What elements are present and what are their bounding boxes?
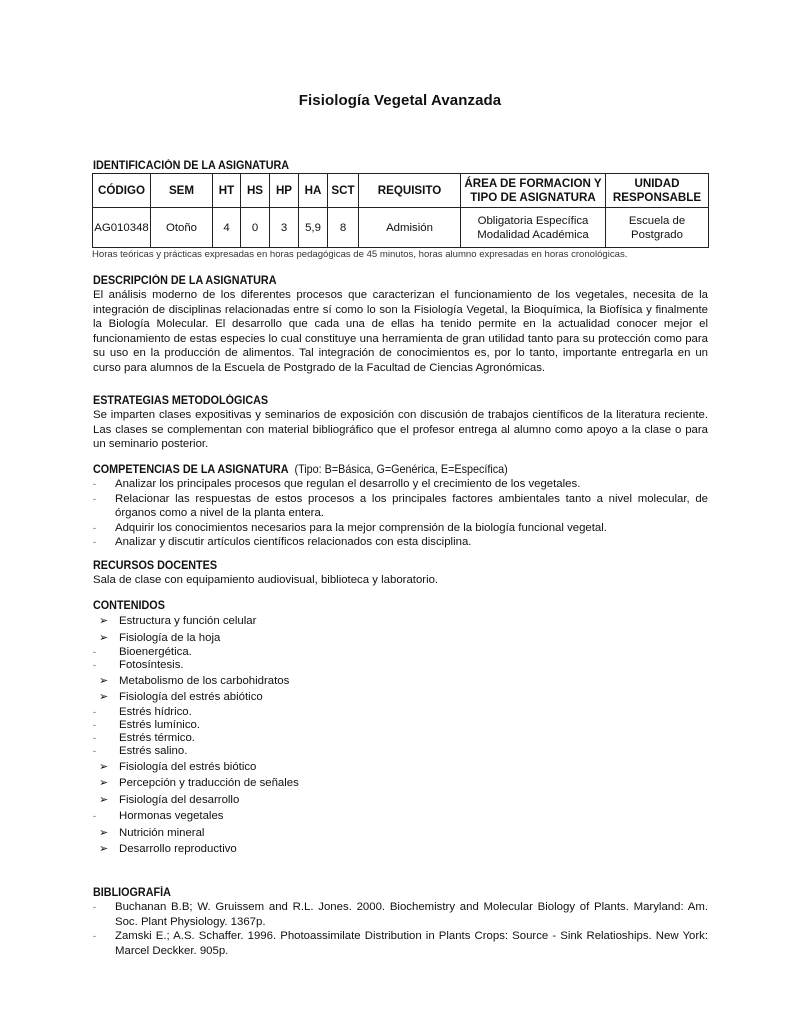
estrategias-heading: ESTRATEGIAS METODOLÓGICAS <box>93 394 269 407</box>
dash-bullet-icon: - <box>93 522 96 533</box>
dash-bullet-icon: - <box>93 902 96 912</box>
col-header-ht: HT <box>213 174 241 208</box>
col-header-ha: HA <box>299 174 328 208</box>
list-subitem: - Estrés hídrico. <box>93 705 192 718</box>
dash-bullet-icon: - <box>93 811 96 822</box>
col-header-hp: HP <box>270 174 299 208</box>
descripcion-text: El análisis moderno de los diferentes procesos que caracterizan el funcionamiento de los vegetales, necesita de la integración de disciplinas relacionadas entre sí como lo son la Fisiología Vegetal, la Bioquímica, la Biofísica y finalmente la Biología Molecular. El desarrollo que cada una de ellas ha tenido permite en la actualidad conocer mejor el funcionamiento de estas especies lo cual constituye una herramienta de gran utilidad tanto para su protección como para su uso en la producción de alimentos. Tal integración de conocimientos es, por lo tanto, importante entregarla en un curso para alumnos de la Escuela de Postgrado de la Facultad de Ciencias Agronómicas. <box>93 289 708 374</box>
descripcion-section <box>93 274 708 376</box>
list-subitem: - Bioenergética. <box>93 646 192 659</box>
hours-footnote: Horas teóricas y prácticas expresadas en horas pedagógicas de 45 minutos, horas alumno expresadas en horas cronológicas. <box>92 249 628 259</box>
list-item: ➢ Fisiología de la hoja <box>99 631 221 644</box>
col-header-hs: HS <box>241 174 270 208</box>
recursos-text: Sala de clase con equipamiento audiovisual, biblioteca y laboratorio. <box>93 574 439 586</box>
table-row <box>93 208 709 248</box>
arrow-bullet-icon: ➢ <box>99 793 109 806</box>
col-header-unidad: UNIDAD RESPONSABLE <box>606 174 709 208</box>
descripcion-heading: DESCRIPCIÓN DE LA ASIGNATURA <box>93 274 277 287</box>
arrow-bullet-icon: ➢ <box>99 615 109 627</box>
list-item: ➢ Fisiología del desarrollo <box>99 793 240 806</box>
list-item: - Adquirir los conocimientos necesarios para la mejor comprensión de la biología funcional vegetal. <box>93 521 607 534</box>
list-item: ➢ Fisiología del estrés biótico <box>99 760 257 773</box>
list-subitem: - Estrés térmico. <box>93 732 195 745</box>
arrow-bullet-icon: ➢ <box>99 843 109 856</box>
cell-hs: 0 <box>241 208 270 248</box>
bibliografia-section <box>93 886 708 958</box>
cell-codigo: AG010348 <box>93 208 151 248</box>
list-item: ➢ Estructura y función celular <box>99 615 257 627</box>
col-header-requisito: REQUISITO <box>359 174 461 208</box>
arrow-bullet-icon: ➢ <box>99 674 109 687</box>
estrategias-text: Se imparten clases expositivas y seminarios de exposición con discusión de trabajos científicos de la literatura reciente. Las clases se complementan con material bibliográfico que el profesor entrega al alumno como apoyo a la clase o para un seminario posterior. <box>93 409 708 451</box>
dash-bullet-icon: - <box>93 746 96 757</box>
arrow-bullet-icon: ➢ <box>99 777 109 790</box>
recursos-heading: RECURSOS DOCENTES <box>93 559 218 572</box>
identification-table <box>92 173 709 248</box>
col-header-sem: SEM <box>151 174 213 208</box>
competencias-section <box>93 463 708 550</box>
identificacion-heading: IDENTIFICACIÓN DE LA ASIGNATURA <box>93 159 290 172</box>
estrategias-section <box>93 394 708 452</box>
cell-sem: Otoño <box>151 208 213 248</box>
cell-ht: 4 <box>213 208 241 248</box>
list-subitem: - Estrés lumínico. <box>93 718 201 731</box>
competencias-type-legend: (Tipo: B=Básica, G=Genérica, E=Específica) <box>294 463 508 476</box>
competencias-title: COMPETENCIAS DE LA ASIGNATURA <box>93 463 289 476</box>
competencias-list <box>93 477 708 550</box>
list-subitem: - Estrés salino. <box>93 745 188 758</box>
page-title: Fisiología Vegetal Avanzada <box>298 92 502 109</box>
recursos-section <box>93 559 708 588</box>
cell-unidad: Escuela de Postgrado <box>606 208 709 248</box>
cell-hp: 3 <box>270 208 299 248</box>
list-item: ➢ Metabolismo de los carbohidratos <box>99 674 290 687</box>
dash-bullet-icon: - <box>93 493 96 504</box>
arrow-bullet-icon: ➢ <box>99 631 109 644</box>
dash-bullet-icon: - <box>93 479 96 489</box>
list-item: ➢ Fisiología del estrés abiótico <box>99 691 263 704</box>
col-header-codigo: CÓDIGO <box>93 174 151 208</box>
table-header-row <box>93 174 709 208</box>
identificacion-section <box>93 159 708 173</box>
reference-item: - Zamski E.; A.S. Schaffer. 1996. Photoassimilate Distribution in Plants Crops: Source - Sink Relatioships. New York: Marcel Deckker. 905p. <box>93 930 708 957</box>
cell-requisito: Admisión <box>359 208 461 248</box>
cell-ha: 5,9 <box>299 208 328 248</box>
list-item: ➢ Percepción y traducción de señales <box>99 777 299 790</box>
dash-bullet-icon: - <box>93 733 96 744</box>
dash-bullet-icon: - <box>93 719 96 730</box>
reference-item: - Buchanan B.B; W. Gruissem and R.L. Jones. 2000. Biochemistry and Molecular Biology of Plants. Maryland: Am. Soc. Plant Physiology. 1367p. <box>93 901 708 928</box>
dash-bullet-icon: - <box>93 660 96 671</box>
bibliografia-heading: BIBLIOGRAFÍA <box>93 886 171 899</box>
col-header-area: ÁREA DE FORMACION Y TIPO DE ASIGNATURA <box>461 174 606 208</box>
competencias-heading <box>93 463 665 477</box>
contenidos-section <box>93 599 708 858</box>
list-item: ➢ Desarrollo reproductivo <box>99 843 237 856</box>
arrow-bullet-icon: ➢ <box>99 826 109 839</box>
dash-bullet-icon: - <box>93 931 96 942</box>
list-item: - Analizar los principales procesos que regulan el desarrollo y el crecimiento de los vegetales. <box>93 478 581 490</box>
bibliografia-list <box>93 900 708 958</box>
list-subitem: - Hormonas vegetales <box>93 810 224 823</box>
contenidos-heading: CONTENIDOS <box>93 599 165 612</box>
col-header-sct: SCT <box>328 174 359 208</box>
arrow-bullet-icon: ➢ <box>99 691 109 704</box>
list-subitem: - Fotosíntesis. <box>93 659 184 672</box>
list-item: ➢ Nutrición mineral <box>99 826 205 839</box>
dash-bullet-icon: - <box>93 647 96 658</box>
dash-bullet-icon: - <box>93 706 96 717</box>
contenidos-list <box>93 613 708 858</box>
dash-bullet-icon: - <box>93 537 96 548</box>
list-item: - Analizar y discutir artículos científicos relacionados con esta disciplina. <box>93 536 472 549</box>
cell-sct: 8 <box>328 208 359 248</box>
cell-area: Obligatoria Específica Modalidad Académica <box>461 208 606 248</box>
arrow-bullet-icon: ➢ <box>99 760 109 773</box>
list-item: - Relacionar las respuestas de estos procesos a los principales factores ambientales tanto a nivel molecular, de órganos como a nivel de la planta entera. <box>93 492 708 520</box>
